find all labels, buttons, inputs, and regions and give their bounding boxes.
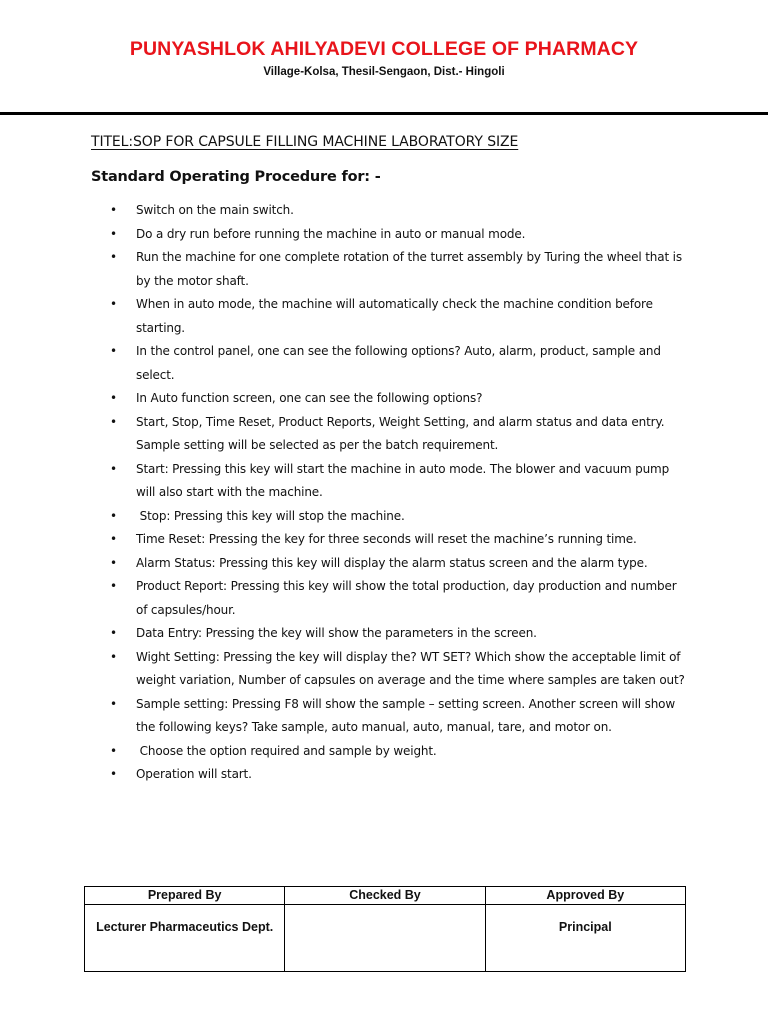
procedure-step: • In the control panel, one can see the following options? Auto, alarm, product, sample and select.	[110, 340, 685, 387]
header-divider	[0, 112, 768, 115]
approved-by-header: Approved By	[485, 887, 685, 905]
procedure-step: • Do a dry run before running the machine in auto or manual mode.	[110, 223, 685, 247]
procedure-step: • Run the machine for one complete rotation of the turret assembly by Turing the wheel that is by the motor shaft.	[110, 246, 685, 293]
procedure-step: • Product Report: Pressing this key will show the total production, day production and number of capsules/hour.	[110, 575, 685, 622]
procedure-step: • Start, Stop, Time Reset, Product Reports, Weight Setting, and alarm status and data entry. Sample setting will be selected as per the batch requirement.	[110, 411, 685, 458]
procedure-step: • Choose the option required and sample by weight.	[110, 740, 685, 764]
signoff-table	[84, 886, 686, 972]
procedure-step: • Data Entry: Pressing the key will show the parameters in the screen.	[110, 622, 685, 646]
procedure-step: • Stop: Pressing this key will stop the machine.	[110, 505, 685, 529]
procedure-step: • In Auto function screen, one can see the following options?	[110, 387, 685, 411]
section-heading: Standard Operating Procedure for: -	[91, 169, 381, 185]
signoff-value-row	[85, 905, 686, 972]
procedure-step: • Switch on the main switch.	[110, 199, 685, 223]
checked-by-header: Checked By	[285, 887, 485, 905]
procedure-step: • When in auto mode, the machine will automatically check the machine condition before starting.	[110, 293, 685, 340]
prepared-by-header: Prepared By	[85, 887, 285, 905]
procedure-step: • Operation will start.	[110, 763, 685, 787]
procedure-step: • Sample setting: Pressing F8 will show the sample – setting screen. Another screen will show the following keys? Take sample, auto manual, auto, manual, tare, and motor on.	[110, 693, 685, 740]
procedure-step: • Time Reset: Pressing the key for three seconds will reset the machine’s running time.	[110, 528, 685, 552]
prepared-by-value: Lecturer Pharmaceutics Dept.	[85, 905, 285, 972]
checked-by-value	[285, 905, 485, 972]
college-name: PUNYASHLOK AHILYADEVI COLLEGE OF PHARMACY	[129, 38, 639, 60]
procedure-step: • Start: Pressing this key will start the machine in auto mode. The blower and vacuum pump will also start with the machine.	[110, 458, 685, 505]
approved-by-value: Principal	[485, 905, 685, 972]
document-title: TITEL:SOP FOR CAPSULE FILLING MACHINE LABORATORY SIZE	[91, 134, 519, 150]
college-address: Village-Kolsa, Thesil-Sengaon, Dist.- Hingoli	[263, 66, 505, 78]
signoff-header-row	[85, 887, 686, 905]
procedure-step: • Wight Setting: Pressing the key will display the? WT SET? Which show the acceptable limit of weight variation, Number of capsules on average and the time where samples are taken out?	[110, 646, 685, 693]
procedure-step: • Alarm Status: Pressing this key will display the alarm status screen and the alarm type.	[110, 552, 685, 576]
procedure-steps	[110, 199, 685, 787]
